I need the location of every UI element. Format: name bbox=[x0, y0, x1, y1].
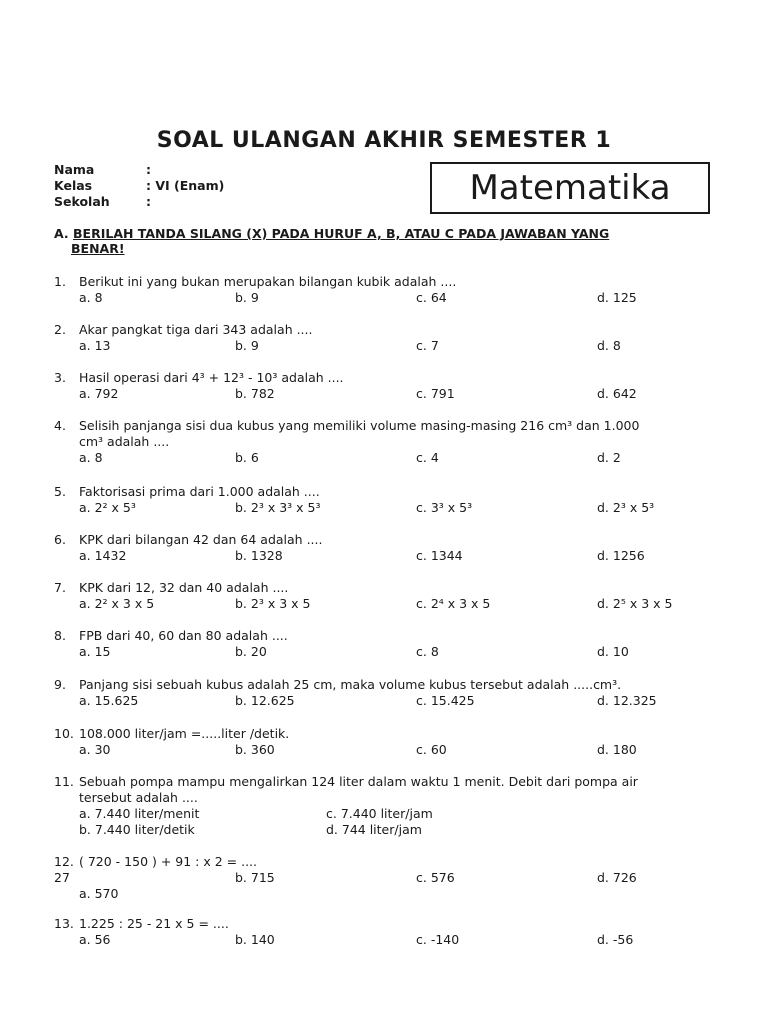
option-b[interactable]: b. 715 bbox=[235, 870, 275, 885]
option-d[interactable]: d. 10 bbox=[597, 644, 629, 659]
question-12 bbox=[54, 854, 719, 902]
question-text: 108.000 liter/jam =.....liter /detik. bbox=[79, 726, 290, 741]
option-c[interactable]: c. 791 bbox=[416, 386, 455, 401]
question-text: Sebuah pompa mampu mengalirkan 124 liter dalam waktu 1 menit. Debit dari pompa air bbox=[79, 774, 638, 789]
subject-label: Matematika bbox=[469, 168, 671, 208]
option-a[interactable]: a. 15.625 bbox=[79, 693, 139, 708]
option-d[interactable]: d. 2 bbox=[597, 450, 621, 465]
page-title: SOAL ULANGAN AKHIR SEMESTER 1 bbox=[156, 128, 612, 153]
question-4 bbox=[54, 418, 719, 466]
option-c[interactable]: c. 2⁴ x 3 x 5 bbox=[416, 596, 491, 611]
sekolah-value: : bbox=[146, 194, 151, 209]
option-c[interactable]: c. 8 bbox=[416, 644, 439, 659]
question-8 bbox=[54, 628, 719, 660]
question-10 bbox=[54, 726, 719, 758]
question-3 bbox=[54, 370, 719, 402]
question-text-continued: tersebut adalah .... bbox=[79, 790, 198, 805]
option-b[interactable]: b. 9 bbox=[235, 338, 259, 353]
question-text: ( 720 - 150 ) + 91 : x 2 = .... bbox=[79, 854, 257, 869]
question-text: Berikut ini yang bukan merupakan bilangan kubik adalah .... bbox=[79, 274, 457, 289]
option-d[interactable]: d. 1256 bbox=[597, 548, 645, 563]
question-number: 9. bbox=[54, 677, 66, 692]
option-b[interactable]: b. 7.440 liter/detik bbox=[79, 822, 195, 837]
option-b[interactable]: b. 360 bbox=[235, 742, 275, 757]
question-number: 3. bbox=[54, 370, 66, 385]
option-c[interactable]: c. 1344 bbox=[416, 548, 463, 563]
option-a[interactable]: a. 570 bbox=[79, 886, 119, 901]
option-a[interactable]: a. 2² x 5³ bbox=[79, 500, 136, 515]
question-number: 6. bbox=[54, 532, 66, 547]
section-letter: A. bbox=[54, 226, 69, 241]
section-instruction bbox=[54, 226, 684, 256]
option-a[interactable]: a. 7.440 liter/menit bbox=[79, 806, 200, 821]
option-d[interactable]: d. -56 bbox=[597, 932, 634, 947]
question-number: 7. bbox=[54, 580, 66, 595]
question-number: 2. bbox=[54, 322, 66, 337]
option-c[interactable]: c. 7 bbox=[416, 338, 439, 353]
question-fragment: 27 bbox=[54, 870, 70, 885]
option-a[interactable]: a. 15 bbox=[79, 644, 111, 659]
option-d[interactable]: d. 12.325 bbox=[597, 693, 657, 708]
option-b[interactable]: b. 2³ x 3 x 5 bbox=[235, 596, 311, 611]
question-7 bbox=[54, 580, 719, 612]
option-b[interactable]: b. 20 bbox=[235, 644, 267, 659]
question-text: Faktorisasi prima dari 1.000 adalah .... bbox=[79, 484, 320, 499]
option-c[interactable]: c. 60 bbox=[416, 742, 447, 757]
question-number: 13. bbox=[54, 916, 74, 931]
option-b[interactable]: b. 1328 bbox=[235, 548, 283, 563]
option-d[interactable]: d. 726 bbox=[597, 870, 637, 885]
option-a[interactable]: a. 8 bbox=[79, 290, 103, 305]
question-9 bbox=[54, 677, 719, 709]
question-5 bbox=[54, 484, 719, 516]
option-d[interactable]: d. 642 bbox=[597, 386, 637, 401]
option-c[interactable]: c. -140 bbox=[416, 932, 460, 947]
question-text: Selisih panjanga sisi dua kubus yang memiliki volume masing-masing 216 cm³ dan 1.000 bbox=[79, 418, 640, 433]
option-d[interactable]: d. 2⁵ x 3 x 5 bbox=[597, 596, 673, 611]
question-number: 12. bbox=[54, 854, 74, 869]
option-b[interactable]: b. 9 bbox=[235, 290, 259, 305]
question-1 bbox=[54, 274, 719, 306]
question-text-continued: cm³ adalah .... bbox=[79, 434, 170, 449]
option-c[interactable]: c. 576 bbox=[416, 870, 455, 885]
option-b[interactable]: b. 12.625 bbox=[235, 693, 295, 708]
question-number: 11. bbox=[54, 774, 74, 789]
question-13 bbox=[54, 916, 719, 948]
question-number: 10. bbox=[54, 726, 74, 741]
instruction-line-1: BERILAH TANDA SILANG (X) PADA HURUF A, B, ATAU C PADA JAWABAN YANG bbox=[73, 226, 610, 241]
option-a[interactable]: a. 792 bbox=[79, 386, 119, 401]
option-b[interactable]: b. 140 bbox=[235, 932, 275, 947]
question-text: Akar pangkat tiga dari 343 adalah .... bbox=[79, 322, 313, 337]
question-number: 4. bbox=[54, 418, 66, 433]
question-text: Panjang sisi sebuah kubus adalah 25 cm, maka volume kubus tersebut adalah .....cm³. bbox=[79, 677, 622, 692]
question-number: 5. bbox=[54, 484, 66, 499]
option-a[interactable]: a. 1432 bbox=[79, 548, 127, 563]
question-text: KPK dari 12, 32 dan 40 adalah .... bbox=[79, 580, 289, 595]
option-b[interactable]: b. 6 bbox=[235, 450, 259, 465]
option-b[interactable]: b. 2³ x 3³ x 5³ bbox=[235, 500, 321, 515]
instruction-line-2: BENAR! bbox=[71, 241, 125, 256]
nama-value: : bbox=[146, 162, 151, 177]
question-11 bbox=[54, 774, 719, 838]
option-b[interactable]: b. 782 bbox=[235, 386, 275, 401]
question-6 bbox=[54, 532, 719, 564]
option-d[interactable]: d. 180 bbox=[597, 742, 637, 757]
question-text: 1.225 : 25 - 21 x 5 = .... bbox=[79, 916, 229, 931]
option-d[interactable]: d. 125 bbox=[597, 290, 637, 305]
question-text: Hasil operasi dari 4³ + 12³ - 10³ adalah .... bbox=[79, 370, 344, 385]
option-c[interactable]: c. 64 bbox=[416, 290, 447, 305]
sekolah-label: Sekolah bbox=[54, 194, 110, 209]
option-c[interactable]: c. 7.440 liter/jam bbox=[326, 806, 433, 821]
question-2 bbox=[54, 322, 719, 354]
question-text: KPK dari bilangan 42 dan 64 adalah .... bbox=[79, 532, 323, 547]
option-c[interactable]: c. 4 bbox=[416, 450, 439, 465]
question-text: FPB dari 40, 60 dan 80 adalah .... bbox=[79, 628, 288, 643]
identity-block bbox=[54, 162, 224, 210]
option-a[interactable]: a. 13 bbox=[79, 338, 111, 353]
option-a[interactable]: a. 56 bbox=[79, 932, 111, 947]
question-number: 8. bbox=[54, 628, 66, 643]
option-d[interactable]: d. 744 liter/jam bbox=[326, 822, 422, 837]
kelas-label: Kelas bbox=[54, 178, 93, 193]
option-d[interactable]: d. 8 bbox=[597, 338, 621, 353]
kelas-value: : VI (Enam) bbox=[146, 178, 225, 193]
option-d[interactable]: d. 2³ x 5³ bbox=[597, 500, 655, 515]
option-a[interactable]: a. 2² x 3 x 5 bbox=[79, 596, 155, 611]
subject-box bbox=[430, 162, 710, 214]
option-c[interactable]: c. 15.425 bbox=[416, 693, 475, 708]
option-a[interactable]: a. 30 bbox=[79, 742, 111, 757]
question-number: 1. bbox=[54, 274, 66, 289]
option-c[interactable]: c. 3³ x 5³ bbox=[416, 500, 473, 515]
option-a[interactable]: a. 8 bbox=[79, 450, 103, 465]
nama-label: Nama bbox=[54, 162, 95, 177]
